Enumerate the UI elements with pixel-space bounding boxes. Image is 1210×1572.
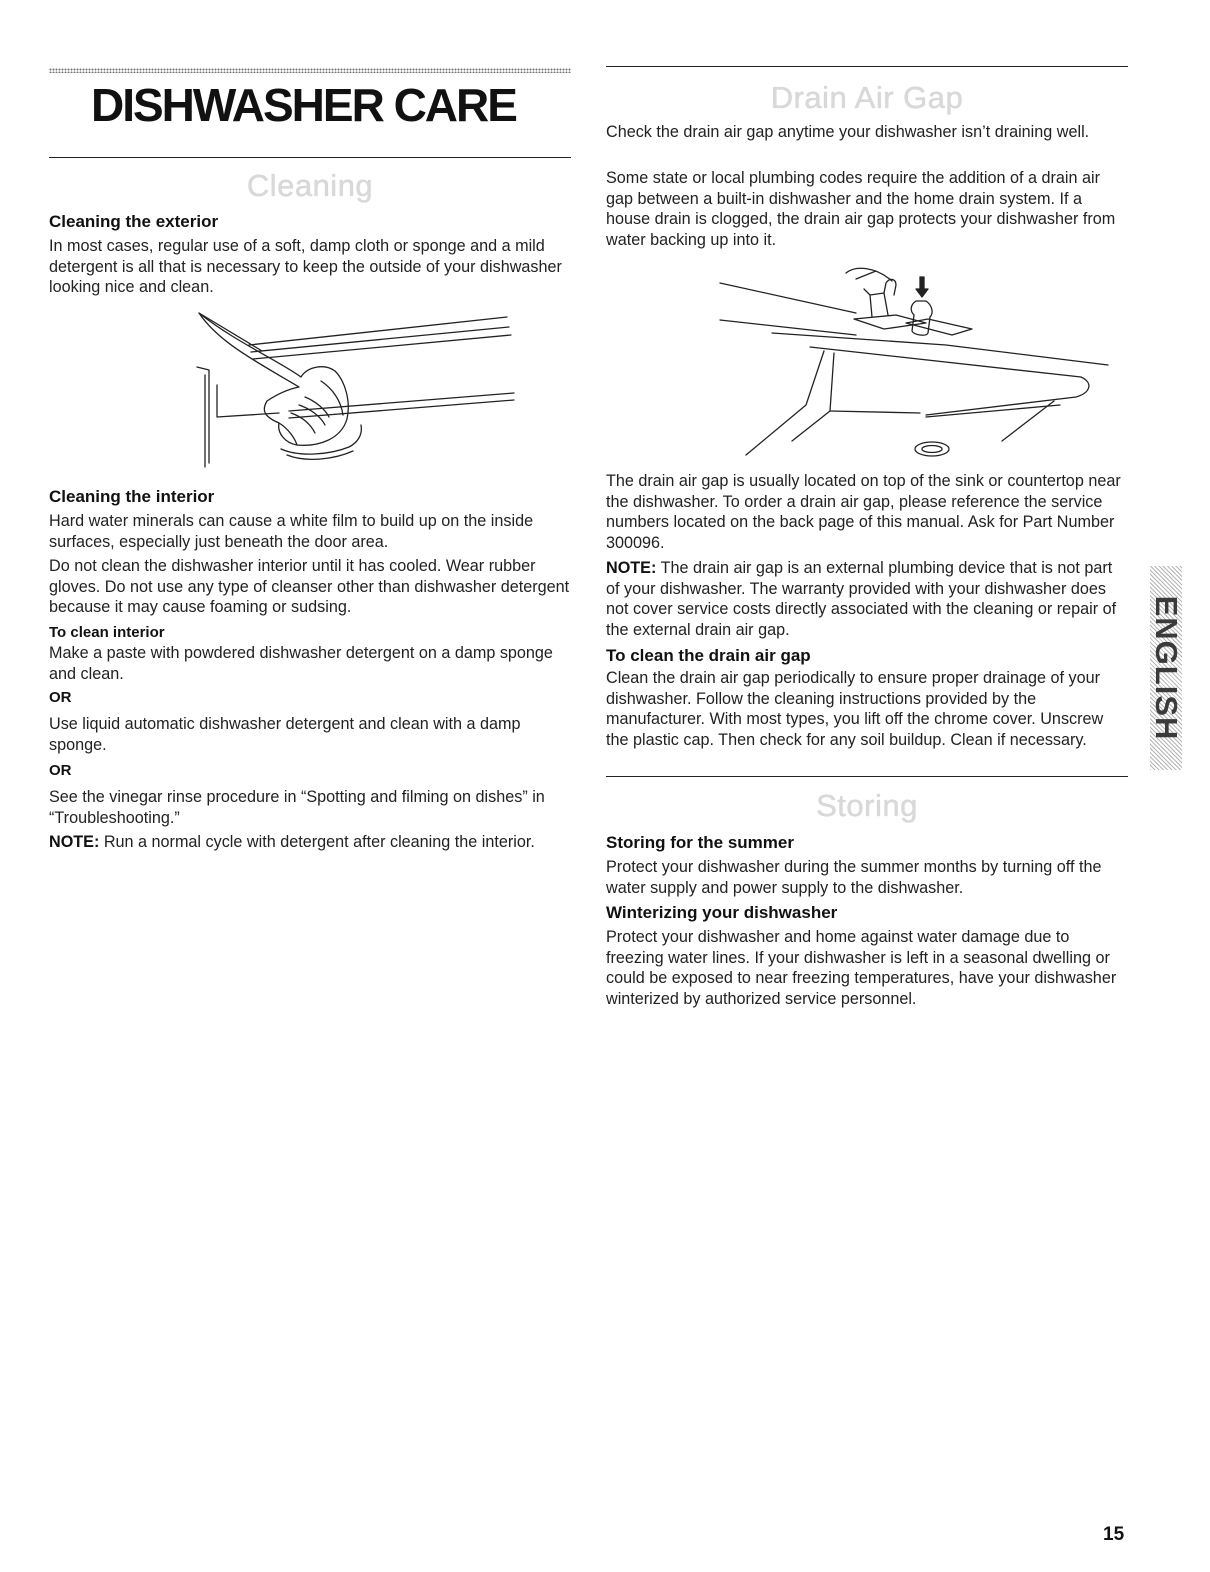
drain-air-gap-illustration: [706, 255, 1116, 465]
to-clean-interior-heading: To clean interior: [49, 624, 165, 641]
drain-air-gap-note: [606, 558, 1128, 640]
drain-air-gap-p2: Some state or local plumbing codes require the addition of a drain air gap between a built-in dishwasher and the home drain system. If a house drain is clogged, the drain air gap protects your dishwasher from water backing up into it.: [606, 169, 1116, 249]
drain-note-text: The drain air gap is an external plumbing device that is not part of your dishwasher. The warranty provided with your dishwasher does not cover service costs directly associated with the cleaning or repair of the external drain air gap.: [606, 559, 1117, 639]
cleaning-interior-p2: Do not clean the dishwasher interior until it has cooled. Wear rubber gloves. Do not use any type of cleanser other than dishwasher detergent because it may cause foaming or sudsing.: [49, 557, 570, 616]
winterizing-heading: Winterizing your dishwasher: [606, 903, 838, 922]
drain-note-label: NOTE:: [606, 559, 657, 577]
note-label: NOTE:: [49, 833, 100, 851]
storing-summer-text: Protect your dishwasher during the summer months by turning off the water supply and power supply to the dishwasher.: [606, 858, 1102, 897]
cleaning-interior-p1: Hard water minerals can cause a white film to build up on the inside surfaces, especially just beneath the door area.: [49, 512, 534, 551]
cleaning-exterior-heading: Cleaning the exterior: [49, 212, 219, 231]
drain-air-gap-p1: Check the drain air gap anytime your dishwasher isn’t draining well.: [606, 123, 1090, 141]
page-number: 15: [1103, 1524, 1125, 1545]
storing-section-title: Storing: [816, 788, 918, 823]
drain-air-gap-p3: The drain air gap is usually located on top of the sink or countertop near the dishwasher. To order a drain air gap, please reference the service numbers located on the back page of this manual. Ask for Part Number 300096.: [606, 472, 1121, 552]
language-side-tab-label: ENGLISH: [1149, 595, 1184, 741]
page-title: DISHWASHER CARE: [91, 79, 516, 131]
to-clean-step-2: Use liquid automatic dishwasher detergent and clean with a damp sponge.: [49, 715, 521, 754]
exterior-cleaning-illustration: [139, 305, 529, 480]
or-label-2: OR: [49, 762, 72, 779]
to-clean-step-3: See the vinegar rinse procedure in “Spotting and filming on dishes” in “Troubleshooting.”: [49, 788, 545, 827]
cleaning-section-title: Cleaning: [246, 168, 374, 203]
to-clean-step-1: Make a paste with powdered dishwasher detergent on a damp sponge and clean.: [49, 644, 553, 683]
cleaning-exterior-text: In most cases, regular use of a soft, damp cloth or sponge and a mild detergent is all that is necessary to keep the outside of your dishwasher looking nice and clean.: [49, 237, 562, 296]
note-text: Run a normal cycle with detergent after cleaning the interior.: [99, 833, 535, 851]
winterizing-text: Protect your dishwasher and home against water damage due to freezing water lines. If your dishwasher is left in a seasonal dwelling or could be exposed to near freezing temperatures, have your dishwasher winterized by authorized service personnel.: [606, 928, 1117, 1008]
storing-divider: [606, 776, 1128, 777]
or-label-1: OR: [49, 689, 72, 706]
storing-summer-heading: Storing for the summer: [606, 833, 794, 852]
dotted-rule: [49, 68, 571, 73]
cleaning-note: [49, 832, 571, 853]
top-divider: [606, 66, 1128, 67]
drain-air-gap-section-title: Drain Air Gap: [770, 80, 964, 115]
title-divider: [49, 157, 571, 158]
cleaning-interior-heading: Cleaning the interior: [49, 487, 215, 506]
clean-drain-air-gap-heading: To clean the drain air gap: [606, 646, 811, 665]
clean-drain-air-gap-text: Clean the drain air gap periodically to ensure proper drainage of your dishwasher. Follow the cleaning instructions provided by the manufacturer. With most types, you lift off the chrome cover. Unscrew the plastic cap. Then check for any soil buildup. Clean if necessary.: [606, 669, 1104, 749]
